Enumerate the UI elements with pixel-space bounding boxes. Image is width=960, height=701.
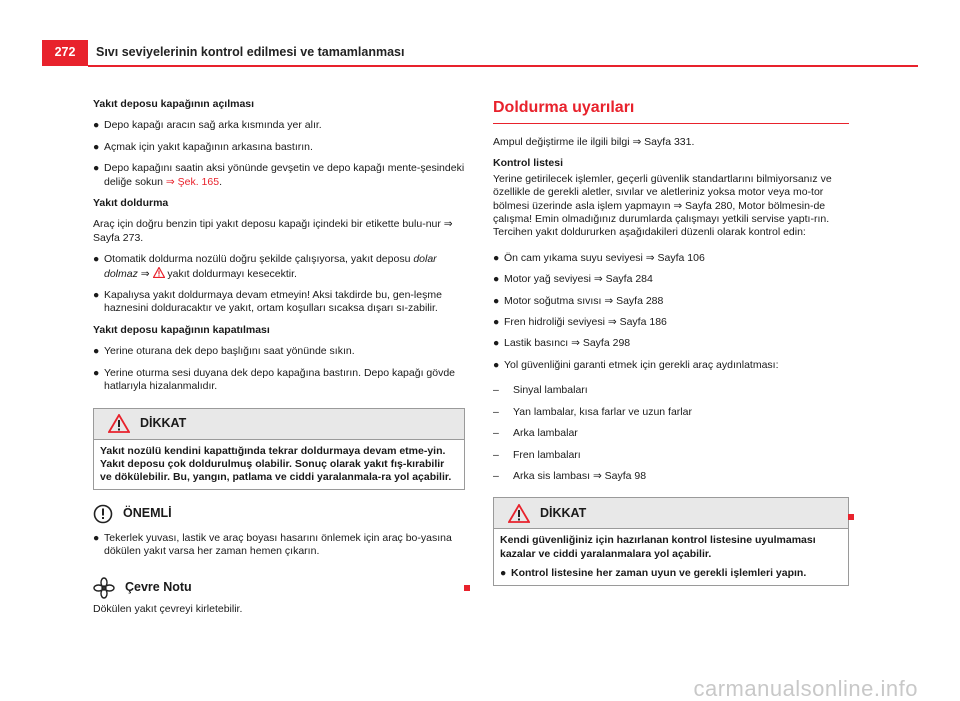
section-end-marker xyxy=(848,514,854,520)
refuel-paragraph: Araç için doğru benzin tipi yakıt deposu kapağı içindeki bir etikette bulu-nur ⇒ Sayfa 273. xyxy=(93,218,453,244)
list-item: ● Yerine oturana dek depo başlığını saat yönünde sıkın. xyxy=(93,345,355,358)
flower-icon xyxy=(93,577,115,599)
list-item: ● Motor yağ seviyesi ⇒ Sayfa 284 xyxy=(493,273,653,286)
list-item: ● Açmak için yakıt kapağının arkasına bastırın. xyxy=(93,140,313,153)
warning-text: Kendi güvenliğiniz için hazırlanan kontrol listesine uyulmaması kazalar ve ciddi yaralanmalara yol açabilir. ● Kontrol listesine her zaman uyun ve gerekli işlemleri yapın. xyxy=(500,534,816,580)
list-item: ● Yerine oturma sesi duyana dek depo kapağına bastırın. Depo kapağı gövde hatlarıyla hizalanmalıdır. xyxy=(93,366,456,393)
exclamation-circle-icon xyxy=(93,504,113,524)
environment-text: Dökülen yakıt çevreyi kirletebilir. xyxy=(93,602,243,615)
list-item: ● Kapalıysa yakıt doldurmaya devam etmeyin! Aksi takdirde bu, gen-leşme haznesini dolduracaktır ve yakıt, ortam koşulları sıcaksa dışarı sı-zabilir. xyxy=(93,289,442,315)
list-item: ● Otomatik doldurma nozülü doğru şekilde çalışıyorsa, yakıt deposu dolar dolmaz ⇒ yakıt doldurmayı kesecektir. xyxy=(93,253,437,280)
list-item: ● Motor soğutma sıvısı ⇒ Sayfa 288 xyxy=(493,294,664,307)
warning-triangle-icon xyxy=(153,267,165,278)
opening-heading: Yakıt deposu kapağının açılması xyxy=(93,98,255,110)
environment-heading: Çevre Notu xyxy=(93,577,465,599)
warning-title: DİKKAT xyxy=(540,505,587,520)
checklist-paragraph: Yerine getirilecek işlemler, geçerli güvenlik standartlarını bilmiyorsanız ve özellikle de gerekli aletler, sıvılar ve aletleriniz yoksa motor veya mo-tor bölmesi üzerinde asla işlem yapmayın ⇒ Sayfa 280, Motor bölmesin-de çalışma! Emin olmadığınız durumlarda çalışmayı yetkili servise yaptı-rın. Tercihen yakıt doldururken aşağıdakileri düzenli olarak kontrol edin: xyxy=(493,172,832,239)
warning-box xyxy=(493,497,849,585)
warning-title: DİKKAT xyxy=(140,415,187,430)
page-title: Sıvı seviyelerinin kontrol edilmesi ve tamamlanması xyxy=(96,45,405,59)
list-item: – Fren lambaları xyxy=(493,448,581,461)
important-heading: ÖNEMLİ xyxy=(93,504,465,524)
refuel-heading: Yakıt doldurma xyxy=(93,197,169,210)
warning-text: Yakıt nozülü kendini kapattığında tekrar doldurmaya devam etme-yin. Yakıt deposu çok doldurulmuş olabilir. Sonuç olarak yakıt fış-kırabilir ve dökülebilir. Bu, yangın, patlama ve ciddi yaralanmala-ra yol açabilir. xyxy=(100,444,452,484)
figure-link[interactable]: ⇒ Şek. 165 xyxy=(165,175,220,188)
section-end-marker xyxy=(464,585,470,591)
list-item: – Sinyal lambaları xyxy=(493,384,588,397)
right-column xyxy=(493,98,849,594)
intro-text: Ampul değiştirme ile ilgili bilgi ⇒ Sayfa 331. xyxy=(493,136,695,148)
section-title: Doldurma uyarıları xyxy=(493,98,849,124)
list-item: ● Fren hidroliği seviyesi ⇒ Sayfa 186 xyxy=(493,316,667,329)
list-item: ● Ön cam yıkama suyu seviyesi ⇒ Sayfa 106 xyxy=(493,251,705,264)
list-item: – Arka sis lambası ⇒ Sayfa 98 xyxy=(493,469,647,482)
page-number: 272 xyxy=(42,40,88,66)
checklist-heading: Kontrol listesi xyxy=(493,157,564,170)
left-column xyxy=(93,98,465,616)
list-item: – Yan lambalar, kısa farlar ve uzun farlar xyxy=(493,405,692,418)
warning-triangle-icon xyxy=(508,504,530,523)
warning-triangle-icon xyxy=(108,414,130,433)
list-item: ● Depo kapağı aracın sağ arka kısmında yer alır. xyxy=(93,119,322,132)
list-item: ● Depo kapağını saatin aksi yönünde gevşetin ve depo kapağı mente-şesindeki deliğe sokun ⇒ Şek. 165. xyxy=(93,162,465,188)
closing-heading: Yakıt deposu kapağının kapatılması xyxy=(93,323,270,336)
warning-box xyxy=(93,408,465,490)
list-item: ● Lastik basıncı ⇒ Sayfa 298 xyxy=(493,337,631,350)
header-divider xyxy=(88,65,918,67)
list-item: – Arka lambalar xyxy=(493,427,578,440)
list-item: ● Tekerlek yuvası, lastik ve araç boyası hasarını önlemek için araç bo-yasına dökülen yakıt varsa her zaman hemen çıkarın. xyxy=(93,531,452,558)
list-item: ● Yol güvenliğini garanti etmek için gerekli araç aydınlatması: xyxy=(493,358,779,371)
watermark: carmanualsonline.info xyxy=(693,675,918,701)
